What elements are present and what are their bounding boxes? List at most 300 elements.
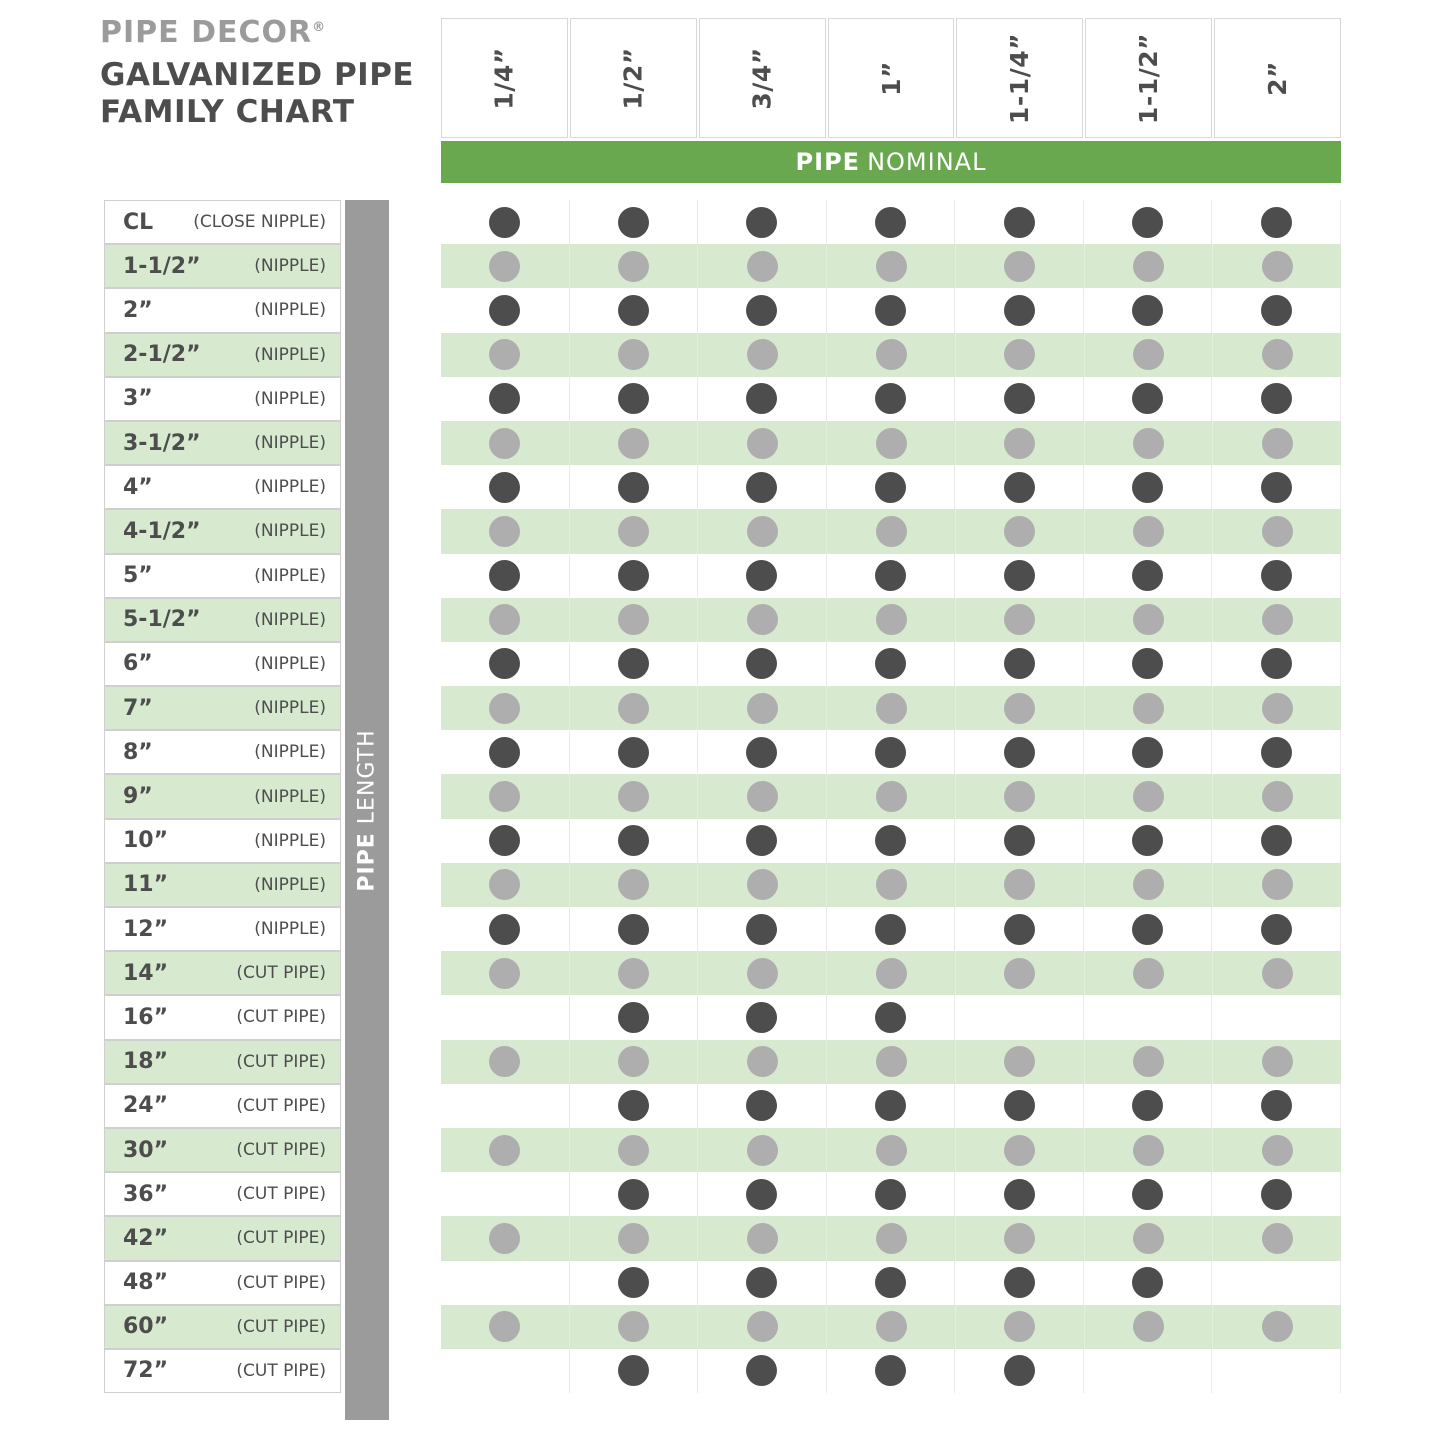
table-row xyxy=(104,1305,1341,1349)
row-spacer xyxy=(341,642,441,686)
availability-dot xyxy=(618,1002,649,1033)
row-label-kind: (NIPPLE) xyxy=(254,609,326,630)
row-label-size: 6” xyxy=(123,651,153,677)
availability-cell xyxy=(1212,642,1341,686)
availability-dot xyxy=(747,428,778,459)
row-label-kind: (NIPPLE) xyxy=(254,256,326,277)
table-row xyxy=(104,1216,1341,1260)
table-row xyxy=(104,377,1341,421)
row-label-size: 42” xyxy=(123,1225,169,1251)
availability-cell xyxy=(570,200,699,244)
row-label-cell xyxy=(104,554,341,598)
availability-dot xyxy=(1004,1311,1035,1342)
availability-cell xyxy=(827,1261,956,1305)
availability-dot xyxy=(875,648,906,679)
availability-cell xyxy=(1084,730,1213,774)
row-label-size: 60” xyxy=(123,1314,169,1340)
availability-empty xyxy=(489,693,520,724)
row-spacer xyxy=(341,1172,441,1216)
row-label-size: 1-1/2” xyxy=(123,253,201,279)
availability-dot xyxy=(1133,604,1164,635)
availability-dot xyxy=(618,648,649,679)
availability-dot xyxy=(1004,737,1035,768)
availability-cell xyxy=(441,598,570,642)
availability-cell xyxy=(698,1261,827,1305)
availability-cell xyxy=(570,1084,699,1128)
column-header-label: 2” xyxy=(1263,60,1293,96)
availability-dot xyxy=(618,1046,649,1077)
availability-cell xyxy=(698,244,827,288)
row-label-size: 4-1/2” xyxy=(123,518,201,544)
availability-cell xyxy=(698,863,827,907)
availability-cell xyxy=(1213,774,1341,818)
availability-cell xyxy=(698,819,827,863)
availability-cell xyxy=(1213,951,1341,995)
table-row xyxy=(104,995,1341,1039)
availability-cell xyxy=(1212,1172,1341,1216)
availability-cell xyxy=(956,951,1085,995)
row-label-size: 8” xyxy=(123,739,153,765)
availability-cell xyxy=(441,686,570,730)
availability-cell xyxy=(956,686,1085,730)
table-row xyxy=(104,1040,1341,1084)
availability-dot xyxy=(876,428,907,459)
row-spacer xyxy=(341,1084,441,1128)
availability-dot xyxy=(618,958,649,989)
page-title xyxy=(100,57,430,130)
availability-empty xyxy=(876,251,907,282)
availability-cell xyxy=(1085,686,1214,730)
availability-empty xyxy=(747,869,778,900)
row-label-kind: (CUT PIPE) xyxy=(236,1051,326,1072)
availability-dot xyxy=(1004,472,1035,503)
availability-dot xyxy=(618,339,649,370)
column-header-5 xyxy=(956,18,1083,138)
availability-cell xyxy=(955,995,1084,1039)
availability-dot xyxy=(489,604,520,635)
availability-cell xyxy=(1212,1261,1341,1305)
availability-dot xyxy=(618,693,649,724)
availability-cell xyxy=(827,1305,956,1349)
availability-dot xyxy=(618,251,649,282)
availability-cell xyxy=(1085,421,1214,465)
row-label-kind: (NIPPLE) xyxy=(254,786,326,807)
row-label-cell xyxy=(104,509,341,553)
column-header-label: 3/4” xyxy=(747,46,777,110)
availability-cell xyxy=(570,377,699,421)
availability-cell xyxy=(441,774,570,818)
table-row xyxy=(104,730,1341,774)
row-label-cell xyxy=(104,1216,341,1260)
availability-dot xyxy=(1004,339,1035,370)
availability-cell xyxy=(441,1349,570,1393)
availability-dot xyxy=(746,560,777,591)
table-row xyxy=(104,465,1341,509)
availability-dot xyxy=(489,339,520,370)
availability-cell xyxy=(827,774,956,818)
row-spacer xyxy=(341,907,441,951)
availability-dot xyxy=(489,869,520,900)
column-header-7 xyxy=(1214,18,1341,138)
availability-cell xyxy=(441,1261,570,1305)
availability-cell xyxy=(570,1261,699,1305)
availability-cell xyxy=(1212,1084,1341,1128)
availability-cell xyxy=(1213,421,1341,465)
availability-cell xyxy=(1084,1261,1213,1305)
availability-dot xyxy=(876,1046,907,1077)
availability-cell xyxy=(827,200,956,244)
row-label-kind: (CUT PIPE) xyxy=(236,1316,326,1337)
row-dots xyxy=(441,863,1341,907)
availability-dot xyxy=(1004,428,1035,459)
row-dots xyxy=(441,1084,1341,1128)
page-title-line2: FAMILY CHART xyxy=(100,93,355,130)
availability-dot xyxy=(1262,604,1293,635)
availability-cell xyxy=(441,421,570,465)
row-spacer xyxy=(341,995,441,1039)
availability-cell xyxy=(1212,995,1341,1039)
availability-dot xyxy=(1004,604,1035,635)
availability-cell xyxy=(1084,554,1213,598)
row-label-cell xyxy=(104,244,341,288)
availability-dot xyxy=(876,869,907,900)
row-label-kind: (CUT PIPE) xyxy=(236,1184,326,1205)
row-spacer xyxy=(341,244,441,288)
availability-dot xyxy=(618,869,649,900)
availability-dot xyxy=(746,737,777,768)
table-row xyxy=(104,1349,1341,1393)
availability-cell xyxy=(698,421,827,465)
table-row xyxy=(104,907,1341,951)
availability-cell xyxy=(698,907,827,951)
availability-dot xyxy=(875,560,906,591)
pipe-length-label-bold: PIPE xyxy=(354,831,380,892)
availability-dot xyxy=(1261,648,1292,679)
availability-dot xyxy=(618,604,649,635)
row-label-cell xyxy=(104,200,341,244)
availability-cell xyxy=(827,333,956,377)
row-label-kind: (CUT PIPE) xyxy=(236,1360,326,1381)
row-spacer xyxy=(341,288,441,332)
availability-cell xyxy=(955,907,1084,951)
row-spacer xyxy=(341,863,441,907)
availability-dot xyxy=(618,1267,649,1298)
row-spacer xyxy=(341,686,441,730)
row-dots xyxy=(441,377,1341,421)
availability-cell xyxy=(827,1172,956,1216)
availability-cell xyxy=(570,244,699,288)
availability-dot xyxy=(1004,1355,1035,1386)
availability-cell xyxy=(1213,1128,1341,1172)
availability-cell xyxy=(827,421,956,465)
row-dots xyxy=(441,1349,1341,1393)
row-label-cell xyxy=(104,288,341,332)
table-row xyxy=(104,819,1341,863)
row-label-cell xyxy=(104,421,341,465)
pipe-nominal-label-rest: NOMINAL xyxy=(867,148,987,176)
row-spacer xyxy=(341,1128,441,1172)
availability-dot xyxy=(1004,1179,1035,1210)
row-dots xyxy=(441,730,1341,774)
row-spacer xyxy=(341,377,441,421)
column-header-1 xyxy=(441,18,568,138)
availability-cell xyxy=(441,730,570,774)
availability-dot xyxy=(876,339,907,370)
row-label-cell xyxy=(104,1128,341,1172)
availability-cell xyxy=(827,598,956,642)
availability-dot xyxy=(618,1223,649,1254)
availability-cell xyxy=(570,598,699,642)
availability-cell xyxy=(441,244,570,288)
availability-dot xyxy=(1132,1179,1163,1210)
availability-dot xyxy=(746,825,777,856)
availability-cell xyxy=(1085,1305,1214,1349)
availability-empty xyxy=(489,1135,520,1166)
availability-cell xyxy=(570,642,699,686)
availability-cell xyxy=(827,554,956,598)
row-spacer xyxy=(341,1349,441,1393)
availability-dot xyxy=(489,428,520,459)
availability-dot xyxy=(618,1355,649,1386)
availability-dot xyxy=(1133,339,1164,370)
row-label-kind: (CUT PIPE) xyxy=(236,1095,326,1116)
availability-cell xyxy=(698,465,827,509)
pipe-length-label-rest: LENGTH xyxy=(354,728,380,824)
row-dots xyxy=(441,774,1341,818)
availability-cell xyxy=(1084,1349,1213,1393)
row-label-cell xyxy=(104,1349,341,1393)
availability-dot xyxy=(618,1135,649,1166)
availability-cell xyxy=(698,995,827,1039)
availability-cell xyxy=(570,819,699,863)
row-label-size: 4” xyxy=(123,474,153,500)
availability-cell xyxy=(956,421,1085,465)
table-row xyxy=(104,509,1341,553)
table-row xyxy=(104,554,1341,598)
availability-cell xyxy=(1213,863,1341,907)
row-label-size: 24” xyxy=(123,1093,169,1119)
availability-dot xyxy=(875,295,906,326)
availability-cell xyxy=(955,1172,1084,1216)
brand-name: PIPE DECOR xyxy=(100,15,313,50)
row-label-kind: (NIPPLE) xyxy=(254,874,326,895)
availability-cell xyxy=(827,244,956,288)
availability-cell xyxy=(956,1216,1085,1260)
row-label-size: 11” xyxy=(123,872,169,898)
availability-dot xyxy=(489,383,520,414)
row-label-cell xyxy=(104,730,341,774)
availability-dot xyxy=(1004,560,1035,591)
availability-cell xyxy=(1213,1216,1341,1260)
availability-cell xyxy=(955,554,1084,598)
availability-dot xyxy=(875,1355,906,1386)
row-label-cell xyxy=(104,377,341,421)
row-label-kind: (NIPPLE) xyxy=(254,388,326,409)
availability-dot xyxy=(1004,295,1035,326)
table-row xyxy=(104,774,1341,818)
availability-empty xyxy=(489,1223,520,1254)
availability-dot xyxy=(747,958,778,989)
availability-cell xyxy=(441,907,570,951)
availability-dot xyxy=(747,604,778,635)
availability-cell xyxy=(570,730,699,774)
availability-empty xyxy=(489,781,520,812)
availability-cell xyxy=(827,863,956,907)
availability-cell xyxy=(441,1084,570,1128)
availability-dot xyxy=(1132,1090,1163,1121)
availability-cell xyxy=(1212,819,1341,863)
availability-dot xyxy=(489,648,520,679)
row-label-cell xyxy=(104,1084,341,1128)
row-dots xyxy=(441,200,1341,244)
availability-dot xyxy=(618,781,649,812)
row-label-kind: (NIPPLE) xyxy=(254,344,326,365)
availability-cell xyxy=(955,465,1084,509)
availability-dot xyxy=(875,825,906,856)
availability-dot xyxy=(1262,693,1293,724)
availability-cell xyxy=(1085,509,1214,553)
availability-cell xyxy=(441,951,570,995)
row-dots xyxy=(441,907,1341,951)
row-dots xyxy=(441,1261,1341,1305)
column-header-label: 1” xyxy=(876,60,906,96)
table-row xyxy=(104,642,1341,686)
availability-cell xyxy=(698,774,827,818)
row-label-kind: (NIPPLE) xyxy=(254,653,326,674)
row-label-kind: (CUT PIPE) xyxy=(236,963,326,984)
availability-cell xyxy=(570,863,699,907)
availability-dot xyxy=(1133,428,1164,459)
availability-cell xyxy=(441,377,570,421)
availability-dot xyxy=(618,472,649,503)
column-header-6 xyxy=(1085,18,1212,138)
row-label-cell xyxy=(104,774,341,818)
availability-cell xyxy=(1212,730,1341,774)
availability-cell xyxy=(441,819,570,863)
table-row xyxy=(104,1172,1341,1216)
availability-empty xyxy=(1004,958,1035,989)
row-label-cell xyxy=(104,995,341,1039)
availability-dot xyxy=(875,1179,906,1210)
availability-dot xyxy=(1133,1135,1164,1166)
availability-cell xyxy=(698,1349,827,1393)
column-header-label: 1/4” xyxy=(489,46,519,110)
row-dots xyxy=(441,1305,1341,1349)
availability-dot xyxy=(746,1002,777,1033)
availability-cell xyxy=(698,730,827,774)
availability-cell xyxy=(698,598,827,642)
availability-cell xyxy=(441,1172,570,1216)
availability-dot xyxy=(1262,781,1293,812)
availability-cell xyxy=(1085,598,1214,642)
table-row xyxy=(104,333,1341,377)
row-spacer xyxy=(341,1305,441,1349)
availability-cell xyxy=(1213,686,1341,730)
availability-empty xyxy=(1133,958,1164,989)
availability-dot xyxy=(1004,914,1035,945)
availability-cell xyxy=(1084,819,1213,863)
availability-cell xyxy=(956,774,1085,818)
availability-dot xyxy=(1261,472,1292,503)
row-label-kind: (CUT PIPE) xyxy=(236,1228,326,1249)
availability-dot xyxy=(1261,207,1292,238)
table-row xyxy=(104,1128,1341,1172)
availability-cell xyxy=(441,465,570,509)
availability-dot xyxy=(618,737,649,768)
row-dots xyxy=(441,333,1341,377)
availability-dot xyxy=(489,825,520,856)
availability-cell xyxy=(570,1305,699,1349)
availability-empty xyxy=(1133,1223,1164,1254)
availability-cell xyxy=(570,951,699,995)
row-spacer xyxy=(341,598,441,642)
availability-dot xyxy=(489,251,520,282)
availability-dot xyxy=(747,516,778,547)
availability-dot xyxy=(876,604,907,635)
row-label-size: 14” xyxy=(123,960,169,986)
availability-dot xyxy=(747,339,778,370)
availability-cell xyxy=(570,1172,699,1216)
table-row xyxy=(104,598,1341,642)
availability-cell xyxy=(1212,907,1341,951)
row-dots xyxy=(441,288,1341,332)
availability-dot xyxy=(618,1311,649,1342)
availability-dot xyxy=(1004,693,1035,724)
row-label-kind: (NIPPLE) xyxy=(254,742,326,763)
availability-dot xyxy=(489,560,520,591)
availability-cell xyxy=(956,1128,1085,1172)
availability-empty xyxy=(489,1179,520,1210)
row-spacer xyxy=(341,200,441,244)
availability-dot xyxy=(1261,295,1292,326)
availability-cell xyxy=(956,598,1085,642)
availability-cell xyxy=(698,333,827,377)
availability-dot xyxy=(747,1135,778,1166)
availability-dot xyxy=(875,737,906,768)
row-label-cell xyxy=(104,1040,341,1084)
row-label-cell xyxy=(104,642,341,686)
row-label-kind: (CUT PIPE) xyxy=(236,1007,326,1028)
availability-cell xyxy=(570,995,699,1039)
row-label-kind: (CUT PIPE) xyxy=(236,1140,326,1161)
availability-dot xyxy=(1261,560,1292,591)
availability-empty xyxy=(489,1046,520,1077)
availability-cell xyxy=(1085,863,1214,907)
availability-dot xyxy=(1004,516,1035,547)
availability-cell xyxy=(441,288,570,332)
availability-cell xyxy=(698,1040,827,1084)
availability-dot xyxy=(618,516,649,547)
availability-cell xyxy=(1084,995,1213,1039)
availability-dot xyxy=(746,648,777,679)
availability-cell xyxy=(570,1128,699,1172)
row-label-size: 12” xyxy=(123,916,169,942)
availability-dot xyxy=(618,428,649,459)
availability-dot xyxy=(875,1090,906,1121)
row-label-cell xyxy=(104,863,341,907)
availability-dot xyxy=(1004,1046,1035,1077)
row-spacer xyxy=(341,333,441,377)
availability-dot xyxy=(1004,825,1035,856)
availability-dot xyxy=(1261,383,1292,414)
availability-empty xyxy=(747,781,778,812)
availability-dot xyxy=(1132,825,1163,856)
pipe-nominal-label-bold: PIPE xyxy=(795,148,861,176)
availability-empty xyxy=(1261,1355,1292,1386)
availability-cell xyxy=(827,1040,956,1084)
table-row xyxy=(104,951,1341,995)
availability-cell xyxy=(1084,642,1213,686)
